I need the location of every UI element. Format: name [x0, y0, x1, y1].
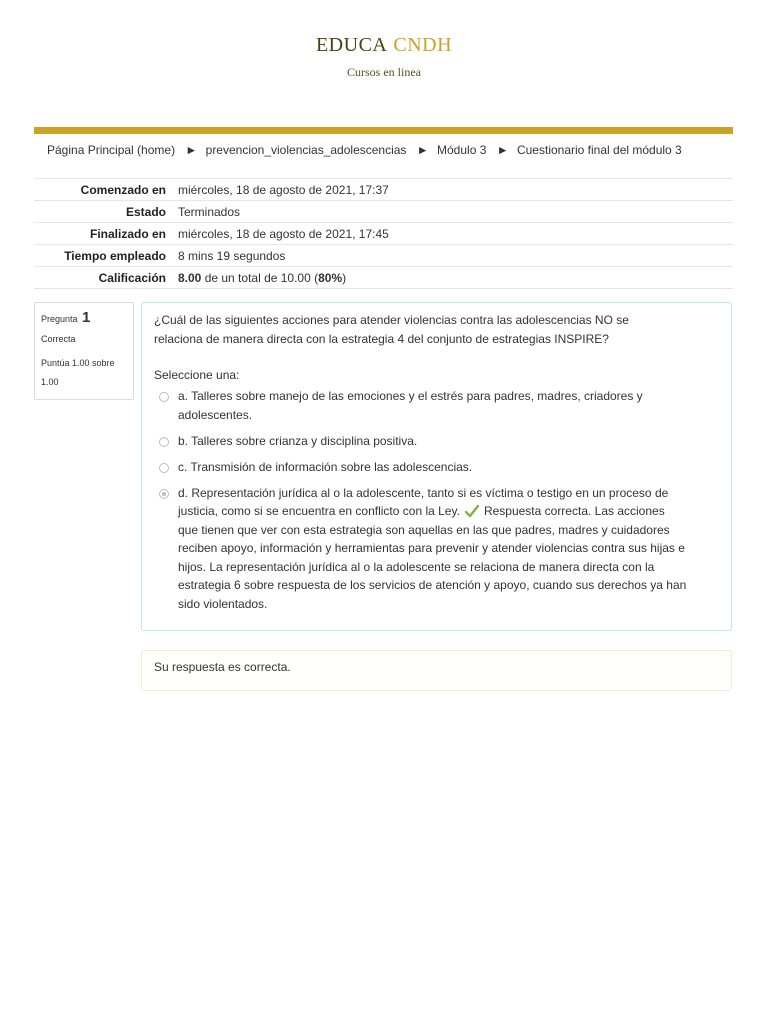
site-subtitle: Cursos en linea: [347, 65, 421, 79]
summary-row-time: [34, 245, 733, 267]
answer-text: b. Talleres sobre crianza y disciplina positiva.: [178, 433, 418, 448]
summary-label: Estado: [34, 201, 172, 223]
overall-feedback: [141, 650, 732, 691]
breadcrumb-quiz[interactable]: Cuestionario final del módulo 3: [516, 143, 682, 157]
breadcrumb-separator: ►: [185, 143, 198, 157]
question-text: ¿Cuál de las siguientes acciones para atender violencias contra las adolescencias NO se relaciona de manera directa con la estrategia 4 del conjunto de estrategias INSPIRE?: [154, 313, 629, 346]
summary-row-finished: [34, 223, 733, 245]
answer-feedback: Respuesta correcta. Las acciones que tienen que ver con esta estrategia son aquellas en las que padres, madres y cuidadores reciben apoyo, información y herramientas para prevenir y atender violencias contra sus hijas e hijos. La representación jurídica al o la adolescente se relaciona de manera directa con la estrategia 6 sobre respuesta de los servicios de atención y apoyo, cuando sus derechos ya han sido violentados.: [178, 504, 687, 611]
summary-value: Terminados: [172, 201, 733, 223]
header-divider: [34, 127, 733, 134]
site-header: [0, 34, 768, 80]
answer-option-d[interactable]: [154, 484, 688, 614]
breadcrumb: [47, 143, 686, 157]
summary-value: 8 mins 19 segundos: [172, 245, 733, 267]
check-icon: [464, 504, 480, 518]
grade-total: de un total de 10.00 (: [201, 270, 319, 285]
summary-row-started: [34, 179, 733, 201]
question-grade: Puntúa 1.00 sobre 1.00: [41, 358, 115, 387]
radio-button[interactable]: [159, 392, 169, 402]
summary-label: Finalizado en: [34, 223, 172, 245]
answer-text: c. Transmisión de información sobre las adolescencias.: [178, 459, 473, 474]
summary-label: Calificación: [34, 267, 172, 289]
question-info: [34, 302, 134, 400]
summary-value: [172, 267, 733, 289]
breadcrumb-separator: ►: [416, 143, 429, 157]
answer-prompt: Seleccione una:: [154, 368, 240, 382]
answer-text: d. Representación jurídica al o la adolescente, tanto si es víctima o testigo en un proceso de justicia, como si se encuentra en conflicto con la Ley.: [178, 485, 669, 518]
question-state: Correcta: [41, 334, 76, 344]
feedback-text: Su respuesta es correcta.: [154, 660, 291, 674]
grade-close: ): [342, 270, 347, 285]
attempt-summary: [34, 178, 733, 289]
grade-score: 8.00: [178, 270, 202, 285]
summary-label: Comenzado en: [34, 179, 172, 201]
radio-button-selected[interactable]: [159, 489, 169, 499]
answer-text: a. Talleres sobre manejo de las emociones y el estrés para padres, madres, criadores y adolescentes.: [178, 389, 643, 422]
summary-value: miércoles, 18 de agosto de 2021, 17:45: [172, 223, 733, 245]
answer-list: [154, 387, 719, 613]
breadcrumb-separator: ►: [496, 143, 509, 157]
breadcrumb-module[interactable]: Módulo 3: [437, 143, 487, 157]
question-label: Pregunta: [41, 314, 78, 324]
summary-row-state: [34, 201, 733, 223]
summary-row-grade: [34, 267, 733, 289]
answer-option-a[interactable]: [154, 387, 688, 424]
breadcrumb-course[interactable]: prevencion_violencias_adolescencias: [205, 143, 407, 157]
grade-percent: 80%: [318, 270, 343, 285]
logo-educa: EDUCA: [315, 34, 388, 56]
radio-button[interactable]: [159, 437, 169, 447]
summary-label: Tiempo empleado: [34, 245, 172, 267]
breadcrumb-home[interactable]: Página Principal (home): [47, 143, 176, 157]
radio-button[interactable]: [159, 463, 169, 473]
question-number-value: 1: [82, 309, 91, 326]
site-logo[interactable]: [0, 34, 768, 57]
answer-option-c[interactable]: [154, 458, 688, 477]
answer-option-b[interactable]: [154, 432, 688, 451]
logo-cndh: CNDH: [393, 34, 453, 56]
question-number: [41, 309, 133, 326]
summary-value: miércoles, 18 de agosto de 2021, 17:37: [172, 179, 733, 201]
question-content: [141, 302, 732, 631]
